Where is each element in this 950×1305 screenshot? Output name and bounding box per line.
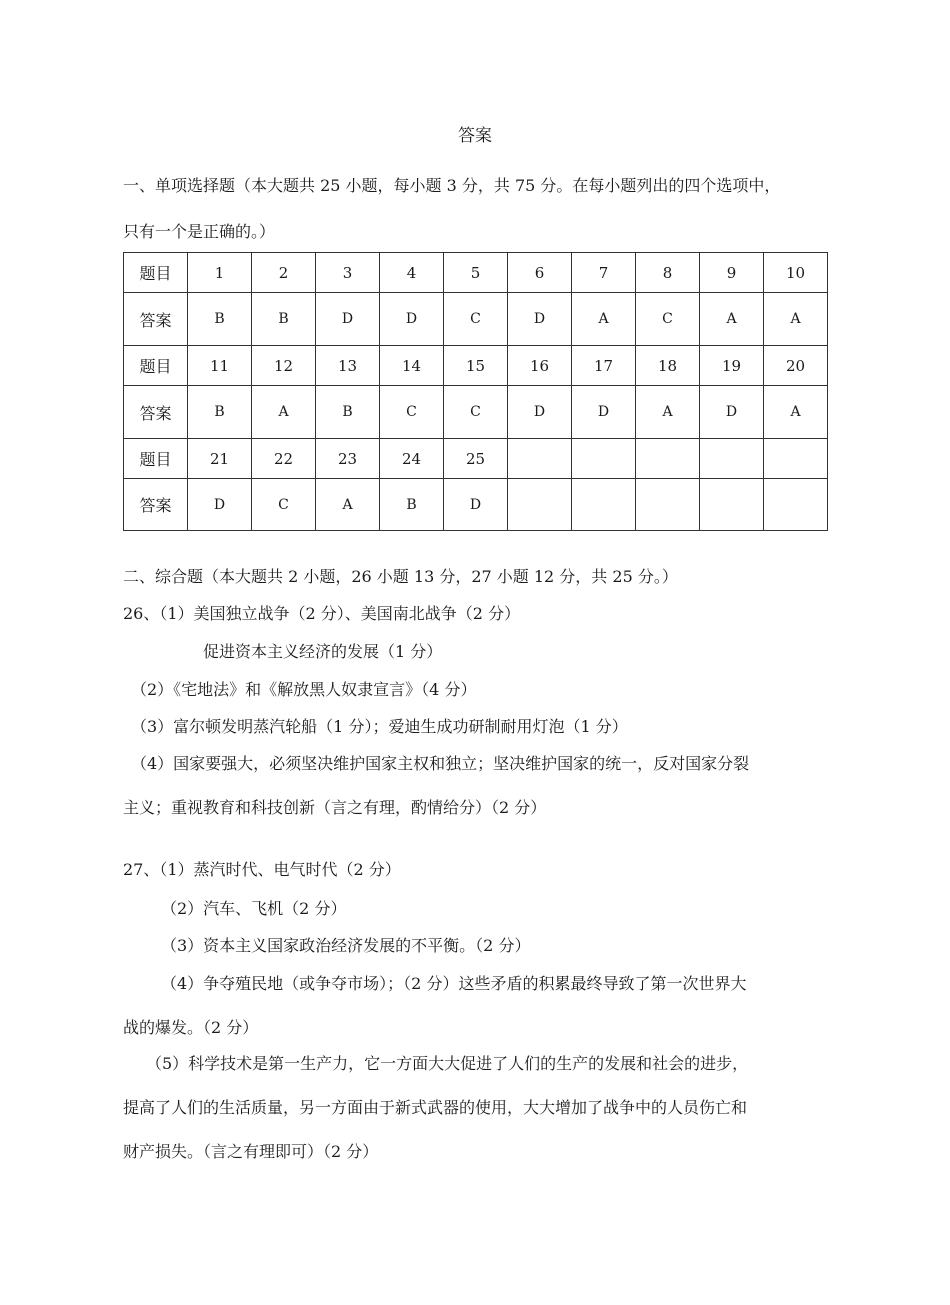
answer-cell: A (636, 386, 700, 439)
answer-cell: C (380, 386, 444, 439)
question-number-cell: 13 (316, 346, 380, 386)
q27-part4: （4）争夺殖民地（或争夺市场）；（2 分）这些矛盾的积累最终导致了第一次世界大 (161, 974, 747, 993)
section1-heading-cont: 只有一个是正确的。） (123, 222, 276, 241)
question-number-cell: 4 (380, 253, 444, 293)
answer-cell: D (316, 293, 380, 346)
q27-part4-cont: 战的爆发。（2 分） (123, 1018, 259, 1037)
question-number-cell: 2 (252, 253, 316, 293)
question-number-cell: 1 (188, 253, 252, 293)
row-label-question: 题目 (124, 253, 188, 293)
question-number-cell: 17 (572, 346, 636, 386)
q27-part5-cont: 提高了人们的生活质量，另一方面由于新式武器的使用，大大增加了战争中的人员伤亡和 (123, 1098, 748, 1117)
answer-cell: C (444, 293, 508, 346)
section2-heading: 二、综合题（本大题共 2 小题，26 小题 13 分，27 小题 12 分，共 25 分。） (123, 567, 678, 586)
question-number-cell: 9 (700, 253, 764, 293)
question-number-cell: 5 (444, 253, 508, 293)
q27-part5: （5）科学技术是第一生产力，它一方面大大促进了人们的生产的发展和社会的进步， (146, 1054, 749, 1073)
answer-cell (572, 479, 636, 531)
answer-table (123, 252, 828, 531)
row-label-question: 题目 (124, 439, 188, 479)
question-number-cell: 23 (316, 439, 380, 479)
answer-cell (636, 479, 700, 531)
question-number-cell: 15 (444, 346, 508, 386)
answer-cell: D (444, 479, 508, 531)
question-number-cell (764, 439, 828, 479)
question-number-cell: 11 (188, 346, 252, 386)
question-number-cell (572, 439, 636, 479)
answer-cell: D (700, 386, 764, 439)
answer-row (124, 386, 828, 439)
section1-heading: 一、单项选择题（本大题共 25 小题，每小题 3 分，共 75 分。在每小题列出的四个选项中， (123, 176, 781, 195)
row-label-answer: 答案 (124, 293, 188, 346)
question-number-cell (700, 439, 764, 479)
question-number-cell: 16 (508, 346, 572, 386)
q26-part4: （4）国家要强大，必须坚决维护国家主权和独立；坚决维护国家的统一，反对国家分裂 (131, 754, 750, 773)
answer-row (124, 293, 828, 346)
q27-part3: （3）资本主义国家政治经济发展的不平衡。（2 分） (161, 936, 531, 955)
answer-cell: B (252, 293, 316, 346)
answer-cell: D (508, 293, 572, 346)
question-number-cell: 20 (764, 346, 828, 386)
answer-cell: A (764, 293, 828, 346)
question-number-cell: 10 (764, 253, 828, 293)
answer-cell: D (380, 293, 444, 346)
answer-cell: D (508, 386, 572, 439)
question-row (124, 253, 828, 293)
q27-part5-end: 财产损失。（言之有理即可）（2 分） (123, 1142, 379, 1161)
q26-part4-cont: 主义；重视教育和科技创新（言之有理，酌情给分）（2 分） (123, 798, 547, 817)
question-number-cell: 7 (572, 253, 636, 293)
question-number-cell (636, 439, 700, 479)
q27-part1: 27、（1）蒸汽时代、电气时代（2 分） (123, 860, 401, 879)
question-number-cell: 12 (252, 346, 316, 386)
question-number-cell (508, 439, 572, 479)
q26-part1: 26、（1）美国独立战争（2 分）、美国南北战争（2 分） (123, 604, 521, 623)
row-label-answer: 答案 (124, 386, 188, 439)
answer-cell: A (700, 293, 764, 346)
answer-cell: D (188, 479, 252, 531)
question-number-cell: 8 (636, 253, 700, 293)
answer-cell: C (636, 293, 700, 346)
q26-part3: （3）富尔顿发明蒸汽轮船（1 分）；爱迪生成功研制耐用灯泡（1 分） (131, 717, 628, 736)
answer-cell: B (380, 479, 444, 531)
question-number-cell: 25 (444, 439, 508, 479)
question-number-cell: 21 (188, 439, 252, 479)
q26-part2: （2）《宅地法》和《解放黑人奴隶宣言》（4 分） (131, 680, 477, 699)
question-number-cell: 24 (380, 439, 444, 479)
page-title: 答案 (458, 126, 492, 146)
answer-cell: C (444, 386, 508, 439)
question-number-cell: 6 (508, 253, 572, 293)
answer-cell (700, 479, 764, 531)
question-number-cell: 18 (636, 346, 700, 386)
question-row (124, 439, 828, 479)
question-number-cell: 22 (252, 439, 316, 479)
row-label-answer: 答案 (124, 479, 188, 531)
answer-cell: A (316, 479, 380, 531)
answer-cell: B (188, 293, 252, 346)
answer-cell: A (572, 293, 636, 346)
answer-cell: C (252, 479, 316, 531)
answer-cell (508, 479, 572, 531)
q27-part2: （2）汽车、飞机（2 分） (161, 899, 347, 918)
question-row (124, 346, 828, 386)
answer-cell: B (316, 386, 380, 439)
answer-cell: A (252, 386, 316, 439)
question-number-cell: 14 (380, 346, 444, 386)
answer-cell (764, 479, 828, 531)
answer-row (124, 479, 828, 531)
answer-table-body (124, 253, 828, 531)
answer-cell: A (764, 386, 828, 439)
answer-cell: B (188, 386, 252, 439)
answer-cell: D (572, 386, 636, 439)
row-label-question: 题目 (124, 346, 188, 386)
q26-part1-note: 促进资本主义经济的发展（1 分） (203, 642, 443, 661)
question-number-cell: 3 (316, 253, 380, 293)
question-number-cell: 19 (700, 346, 764, 386)
